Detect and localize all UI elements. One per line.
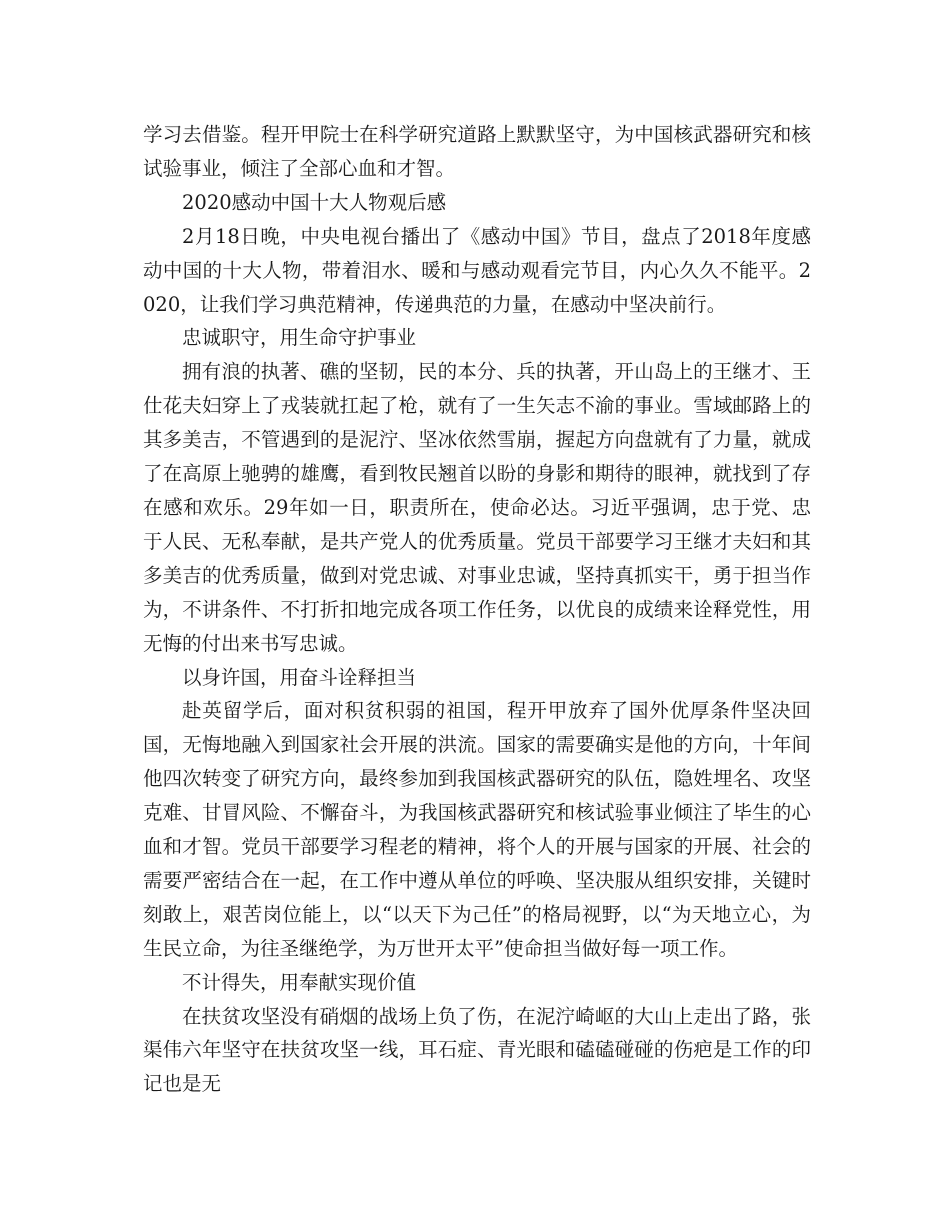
document-body bbox=[143, 118, 811, 1101]
paragraph-loyalty: 拥有浪的执著、礁的坚韧，民的本分、兵的执著，开山岛上的王继才、王仕花夫妇穿上了戎装就扛起了枪，就有了一生矢志不渝的事业。雪域邮路上的其多美吉，不管遇到的是泥泞、坚冰依然雪崩，握起方向盘就有了力量，就成了在高原上驰骋的雄鹰，看到牧民翘首以盼的身影和期待的眼神，就找到了存在感和欢乐。29年如一日，职责所在，使命必达。习近平强调，忠于党、忠于人民、无私奉献，是共产党人的优秀质量。党员干部要学习王继才夫妇和其多美吉的优秀质量，做到对党忠诚、对事业忠诚，坚持真抓实干，勇于担当作为，不讲条件、不打折扣地完成各项工作任务，以优良的成绩来诠释党性，用无悔的付出来书写忠诚。 bbox=[143, 360, 811, 655]
subheading-selfless: 不计得失，用奉献实现价值 bbox=[182, 970, 417, 994]
paragraph-continuation: 学习去借鉴。程开甲院士在科学研究道路上默默坚守，为中国核武器研究和核试验事业，倾注了全部心血和才智。 bbox=[143, 123, 811, 180]
subheading-loyalty: 忠诚职守，用生命守护事业 bbox=[182, 326, 417, 350]
paragraph-selfless: 在扶贫攻坚没有硝烟的战场上负了伤，在泥泞崎岖的大山上走出了路，张渠伟六年坚守在扶贫攻坚一线，耳石症、青光眼和磕磕碰碰的伤疤是工作的印记也是无 bbox=[143, 1004, 811, 1096]
section-title: 2020感动中国十大人物观后感 bbox=[182, 190, 447, 214]
paragraph-dedication: 赴英留学后，面对积贫积弱的祖国，程开甲放弃了国外优厚条件坚决回国，无悔地融入到国家社会开展的洪流。国家的需要确实是他的方向，十年间他四次转变了研究方向，最终参加到我国核武器研究的队伍，隐姓埋名、攻坚克难、甘冒风险、不懈奋斗，为我国核武器研究和核试验事业倾注了毕生的心血和才智。党员干部要学习程老的精神，将个人的开展与国家的开展、社会的需要严密结合在一起，在工作中遵从单位的呼唤、坚决服从组织安排，关键时刻敢上，艰苦岗位能上，以“以天下为己任”的格局视野，以“为天地立心，为生民立命，为往圣继绝学，为万世开太平”使命担当做好每一项工作。 bbox=[143, 699, 811, 960]
subheading-dedication: 以身许国，用奋斗诠释担当 bbox=[182, 665, 417, 689]
paragraph-intro: 2月18日晚，中央电视台播出了《感动中国》节目，盘点了2018年度感动中国的十大人物，带着泪水、暖和与感动观看完节目，内心久久不能平。2020，让我们学习典范精神，传递典范的力量，在感动中坚决前行。 bbox=[143, 224, 811, 316]
